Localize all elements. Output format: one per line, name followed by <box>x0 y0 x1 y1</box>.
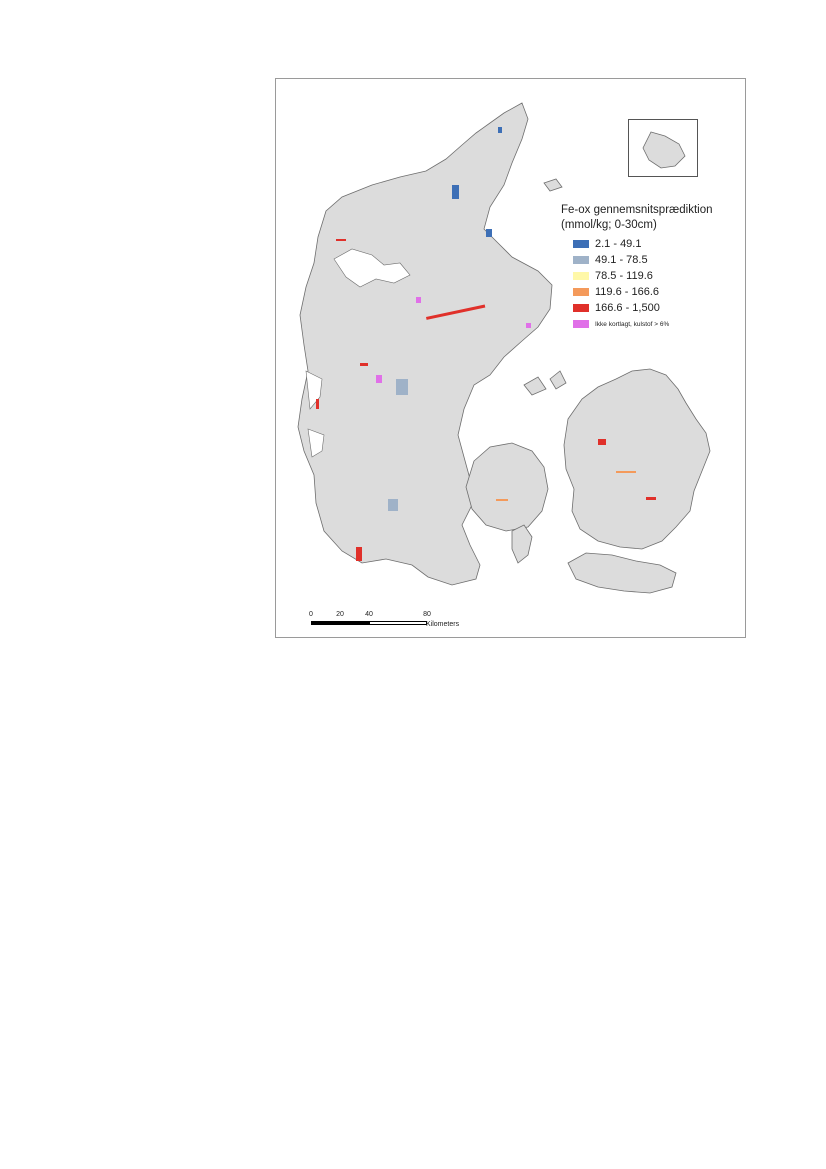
small-island <box>524 377 546 395</box>
small-island <box>550 371 566 389</box>
scale-tick: 0 <box>309 611 313 618</box>
lolland-falster-island <box>568 553 676 593</box>
scale-bar <box>310 611 510 633</box>
patch-orange <box>616 471 636 473</box>
legend-swatch <box>573 240 589 248</box>
patch-high <box>646 497 656 500</box>
patch-uncharted <box>416 297 421 303</box>
legend-item <box>561 268 741 284</box>
patch-low <box>486 229 492 237</box>
legend-swatch <box>573 304 589 312</box>
legend-swatch <box>573 320 589 328</box>
legend-swatch <box>573 272 589 280</box>
patch-low <box>498 127 502 133</box>
patch-uncharted <box>526 323 531 328</box>
legend-subtitle: (mmol/kg; 0-30cm) <box>561 219 657 231</box>
patch-high <box>598 439 606 445</box>
scale-segment-empty <box>369 621 427 625</box>
legend-item <box>561 284 741 300</box>
legend-label: 49.1 - 78.5 <box>595 254 648 266</box>
legend-label: 78.5 - 119.6 <box>595 270 653 282</box>
small-island <box>512 525 532 563</box>
patch-high <box>360 363 368 366</box>
scale-units: Kilometers <box>426 621 460 628</box>
patch-low <box>452 185 459 199</box>
patch-high <box>316 399 319 409</box>
legend-title: Fe-ox gennemsnitsprædiktion <box>561 204 713 216</box>
scale-tick: 80 <box>423 611 431 618</box>
legend-swatch <box>573 256 589 264</box>
legend <box>561 203 741 332</box>
patch-uncharted <box>376 375 382 383</box>
patch-high <box>336 239 346 241</box>
patch-mid <box>396 379 408 395</box>
patch-high <box>356 547 362 561</box>
legend-label: 166.6 - 1,500 <box>595 302 660 314</box>
legend-swatch <box>573 288 589 296</box>
bornholm-island <box>643 132 685 168</box>
small-island <box>544 179 562 191</box>
legend-item <box>561 252 741 268</box>
bornholm-inset <box>628 119 698 177</box>
legend-label: 2.1 - 49.1 <box>595 238 642 250</box>
scale-tick: 20 <box>336 611 344 618</box>
legend-item <box>561 316 741 332</box>
funen-island <box>466 443 548 531</box>
patch-mid <box>388 499 398 511</box>
legend-label: 119.6 - 166.6 <box>595 286 660 298</box>
scale-segment-filled <box>311 621 369 625</box>
zealand-island <box>564 369 710 549</box>
patch-orange <box>496 499 508 501</box>
scale-tick: 40 <box>365 611 373 618</box>
legend-item <box>561 300 741 316</box>
legend-label: Ikke kortlagt, kulstof > 6% <box>595 320 670 328</box>
map-frame <box>275 78 746 638</box>
legend-item <box>561 236 741 252</box>
